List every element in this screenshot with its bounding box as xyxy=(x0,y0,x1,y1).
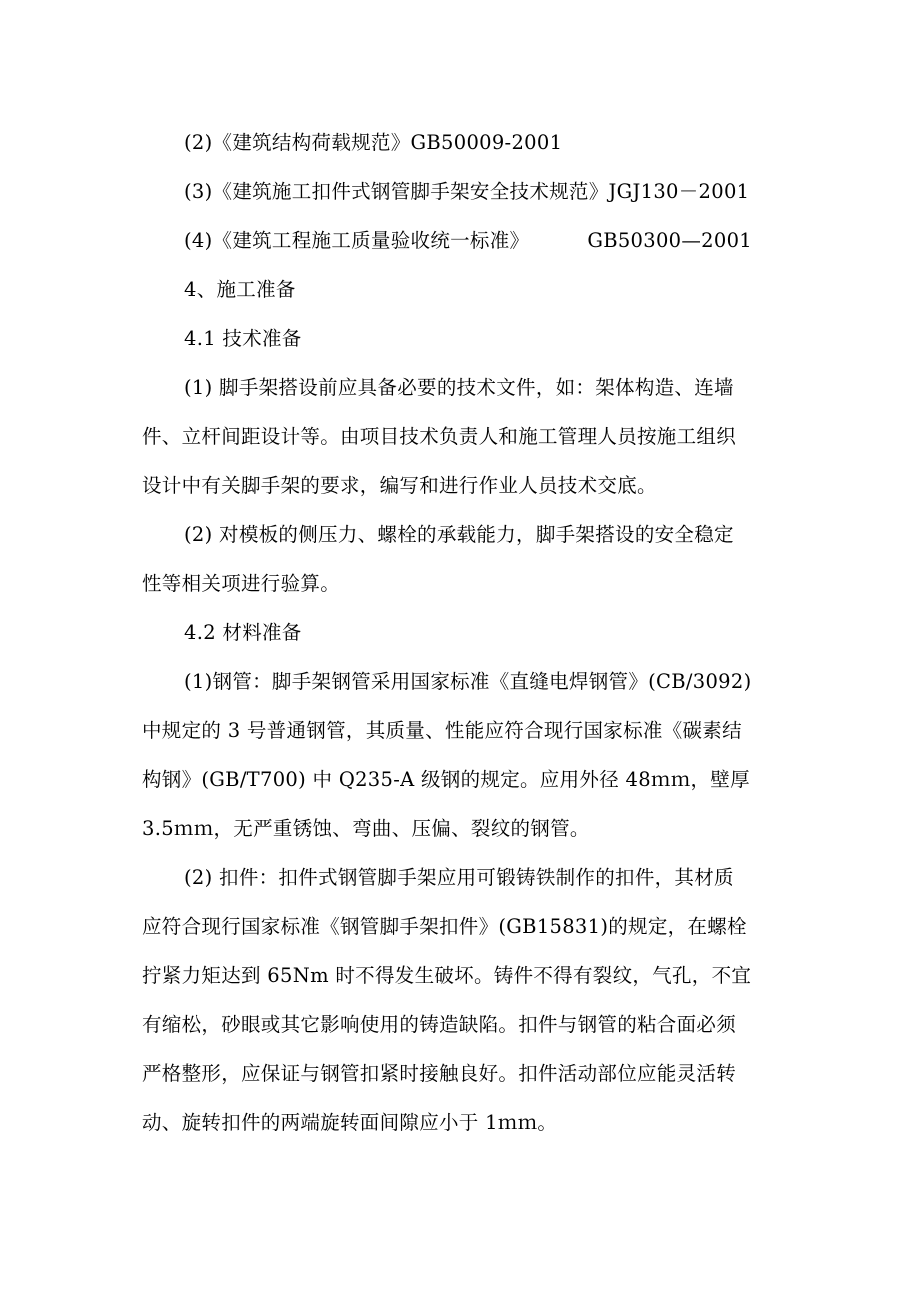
reference-4-code: GB50300—2001 xyxy=(587,229,752,252)
reference-4-title: (4)《建筑工程施工质量验收统一标准》 xyxy=(184,229,530,252)
material-item-1-line-3: 构钢》(GB/T700) 中 Q235-A 级钢的规定。应用外径 48ｍｍ，壁厚 xyxy=(142,768,750,791)
tech-item-2-line-2: 性等相关项进行验算。 xyxy=(142,572,341,595)
reference-4 xyxy=(142,216,792,265)
section-4-heading: 4、施工准备 xyxy=(184,278,296,301)
reference-3: (3)《建筑施工扣件式钢管脚手架安全技术规范》JGJ130－2001 xyxy=(184,180,750,203)
reference-2: (2)《建筑结构荷载规范》GB50009-2001 xyxy=(184,131,563,154)
tech-item-1-line-1: (1) 脚手架搭设前应具备必要的技术文件，如：架体构造、连墙 xyxy=(184,376,734,399)
material-item-2-line-5: 严格整形，应保证与钢管扣紧时接触良好。扣件活动部位应能灵活转 xyxy=(142,1062,737,1085)
material-item-2-line-4: 有缩松，砂眼或其它影响使用的铸造缺陷。扣件与钢管的粘合面必须 xyxy=(142,1013,737,1036)
material-item-2-line-2: 应符合现行国家标准《钢管脚手架扣件》(GB15831)的规定，在螺栓 xyxy=(142,915,747,938)
material-item-2-line-1: (2) 扣件：扣件式钢管脚手架应用可锻铸铁制作的扣件，其材质 xyxy=(184,866,734,889)
material-item-1-line-4: 3.5ｍｍ，无严重锈蚀、弯曲、压偏、裂纹的钢管。 xyxy=(142,817,590,840)
tech-item-1-line-3: 设计中有关脚手架的要求，编写和进行作业人员技术交底。 xyxy=(142,474,657,497)
section-4-1-heading: 4.1 技术准备 xyxy=(184,327,302,350)
tech-item-1-line-2: 件、立杆间距设计等。由项目技术负责人和施工管理人员按施工组织 xyxy=(142,425,737,448)
tech-item-2-line-1: (2) 对模板的侧压力、螺栓的承载能力，脚手架搭设的安全稳定 xyxy=(184,523,734,546)
section-4-2-heading: 4.2 材料准备 xyxy=(184,621,302,644)
material-item-1-line-1: (1)钢管：脚手架钢管采用国家标准《直缝电焊钢管》(CB/3092) xyxy=(184,670,752,693)
material-item-2-line-6: 动、旋转扣件的两端旋转面间隙应小于 1ｍｍ。 xyxy=(142,1111,558,1134)
material-item-2-line-3: 拧紧力矩达到 65Nm 时不得发生破坏。铸件不得有裂纹，气孔，不宜 xyxy=(142,964,752,987)
material-item-1-line-2: 中规定的 3 号普通钢管，其质量、性能应符合现行国家标准《碳素结 xyxy=(142,719,742,742)
document-body xyxy=(142,118,792,1147)
